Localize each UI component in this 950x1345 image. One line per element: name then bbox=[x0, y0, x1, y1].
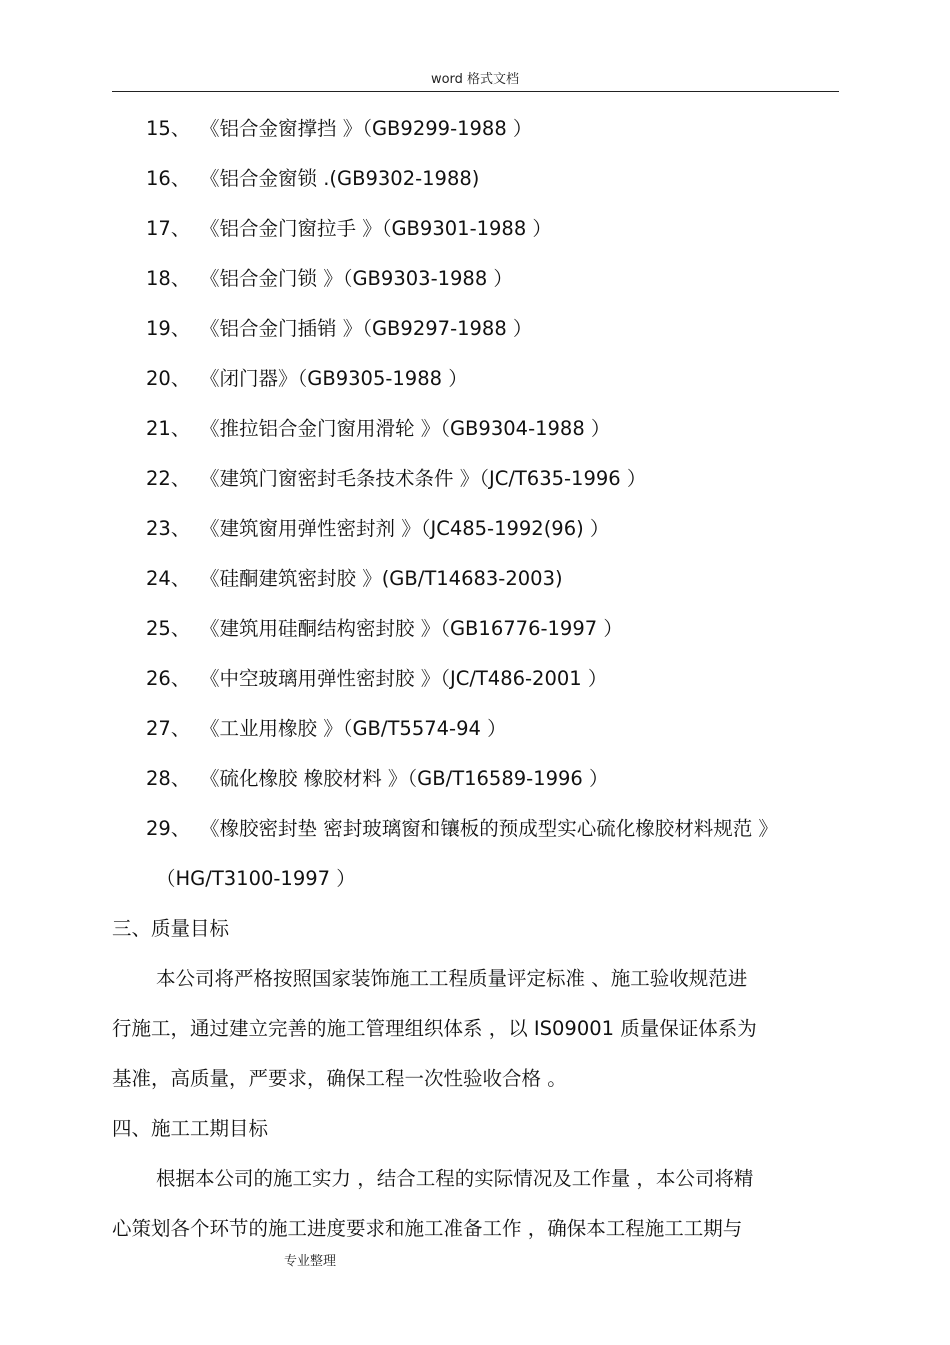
item-text: 《橡胶密封垫 密封玻璃窗和镶板的预成型实心硫化橡胶材料规范 》 bbox=[200, 817, 778, 840]
page-header: word 格式文档 bbox=[430, 72, 520, 87]
item-number: 23、 bbox=[146, 517, 191, 540]
item-number: 16、 bbox=[146, 167, 191, 190]
item-text: 《铝合金门插销 》（GB9297-1988 ） bbox=[200, 317, 533, 340]
item-number: 29、 bbox=[146, 817, 191, 840]
list-item-continuation: （HG/T3100-1997 ） bbox=[156, 867, 356, 890]
item-number: 25、 bbox=[146, 617, 191, 640]
list-item bbox=[112, 604, 839, 654]
list-item bbox=[112, 404, 839, 454]
item-text: 《建筑门窗密封毛条技术条件 》（JC/T635-1996 ） bbox=[200, 467, 647, 490]
page-footer: 专业整理 bbox=[284, 1254, 337, 1269]
item-number: 22、 bbox=[146, 467, 191, 490]
item-number: 15、 bbox=[146, 117, 191, 140]
list-item bbox=[112, 304, 839, 354]
list-item bbox=[112, 154, 839, 204]
item-number: 27、 bbox=[146, 717, 191, 740]
paragraph-line: 行施工，通过建立完善的施工管理组织体系 ，以 IS09001 质量保证体系为 bbox=[112, 1017, 757, 1040]
list-item bbox=[112, 704, 839, 754]
list-item bbox=[112, 804, 839, 854]
list-item bbox=[112, 504, 839, 554]
item-number: 26、 bbox=[146, 667, 191, 690]
item-number: 21、 bbox=[146, 417, 191, 440]
list-item bbox=[112, 254, 839, 304]
list-item bbox=[112, 354, 839, 404]
item-text: 《铝合金窗锁 .(GB9302-1988) bbox=[200, 167, 480, 190]
item-text: 《铝合金门锁 》（GB9303-1988 ） bbox=[200, 267, 513, 290]
item-number: 28、 bbox=[146, 767, 191, 790]
item-number: 18、 bbox=[146, 267, 191, 290]
item-text: 《工业用橡胶 》（GB/T5574-94 ） bbox=[200, 717, 507, 740]
item-text: 《建筑用硅酮结构密封胶 》（GB16776-1997 ） bbox=[200, 617, 623, 640]
paragraph-line: 基准，高质量，严要求，确保工程一次性验收合格 。 bbox=[112, 1067, 567, 1090]
document-body bbox=[112, 104, 839, 1254]
paragraph-line: 根据本公司的施工实力 ，结合工程的实际情况及工作量 ，本公司将精 bbox=[156, 1167, 754, 1190]
section-heading-quality: 三、质量目标 bbox=[112, 917, 230, 940]
header-divider bbox=[112, 91, 839, 92]
item-number: 17、 bbox=[146, 217, 191, 240]
quality-paragraph bbox=[112, 954, 839, 1104]
schedule-paragraph bbox=[112, 1154, 839, 1254]
item-number: 24、 bbox=[146, 567, 191, 590]
list-item bbox=[112, 454, 839, 504]
list-item bbox=[112, 654, 839, 704]
item-text: 《硫化橡胶 橡胶材料 》（GB/T16589-1996 ） bbox=[200, 767, 609, 790]
standards-list bbox=[112, 104, 839, 904]
paragraph-line: 本公司将严格按照国家装饰施工工程质量评定标准 、施工验收规范进 bbox=[156, 967, 748, 990]
item-text: 《建筑窗用弹性密封剂 》（JC485-1992(96) ） bbox=[200, 517, 610, 540]
item-text: 《中空玻璃用弹性密封胶 》（JC/T486-2001 ） bbox=[200, 667, 608, 690]
paragraph-line: 心策划各个环节的施工进度要求和施工准备工作 ，确保本工程施工工期与 bbox=[112, 1217, 743, 1240]
list-item bbox=[112, 754, 839, 804]
item-text: 《硅酮建筑密封胶 》(GB/T14683-2003) bbox=[200, 567, 563, 590]
list-item bbox=[112, 204, 839, 254]
list-item bbox=[112, 554, 839, 604]
list-item bbox=[112, 104, 839, 154]
item-text: 《铝合金窗撑挡 》（GB9299-1988 ） bbox=[200, 117, 533, 140]
item-text: 《闭门器》（GB9305-1988 ） bbox=[200, 367, 468, 390]
item-text: 《推拉铝合金门窗用滑轮 》（GB9304-1988 ） bbox=[200, 417, 611, 440]
section-heading-schedule: 四、施工工期目标 bbox=[112, 1117, 269, 1140]
item-text: 《铝合金门窗拉手 》（GB9301-1988 ） bbox=[200, 217, 552, 240]
item-number: 20、 bbox=[146, 367, 191, 390]
item-number: 19、 bbox=[146, 317, 191, 340]
